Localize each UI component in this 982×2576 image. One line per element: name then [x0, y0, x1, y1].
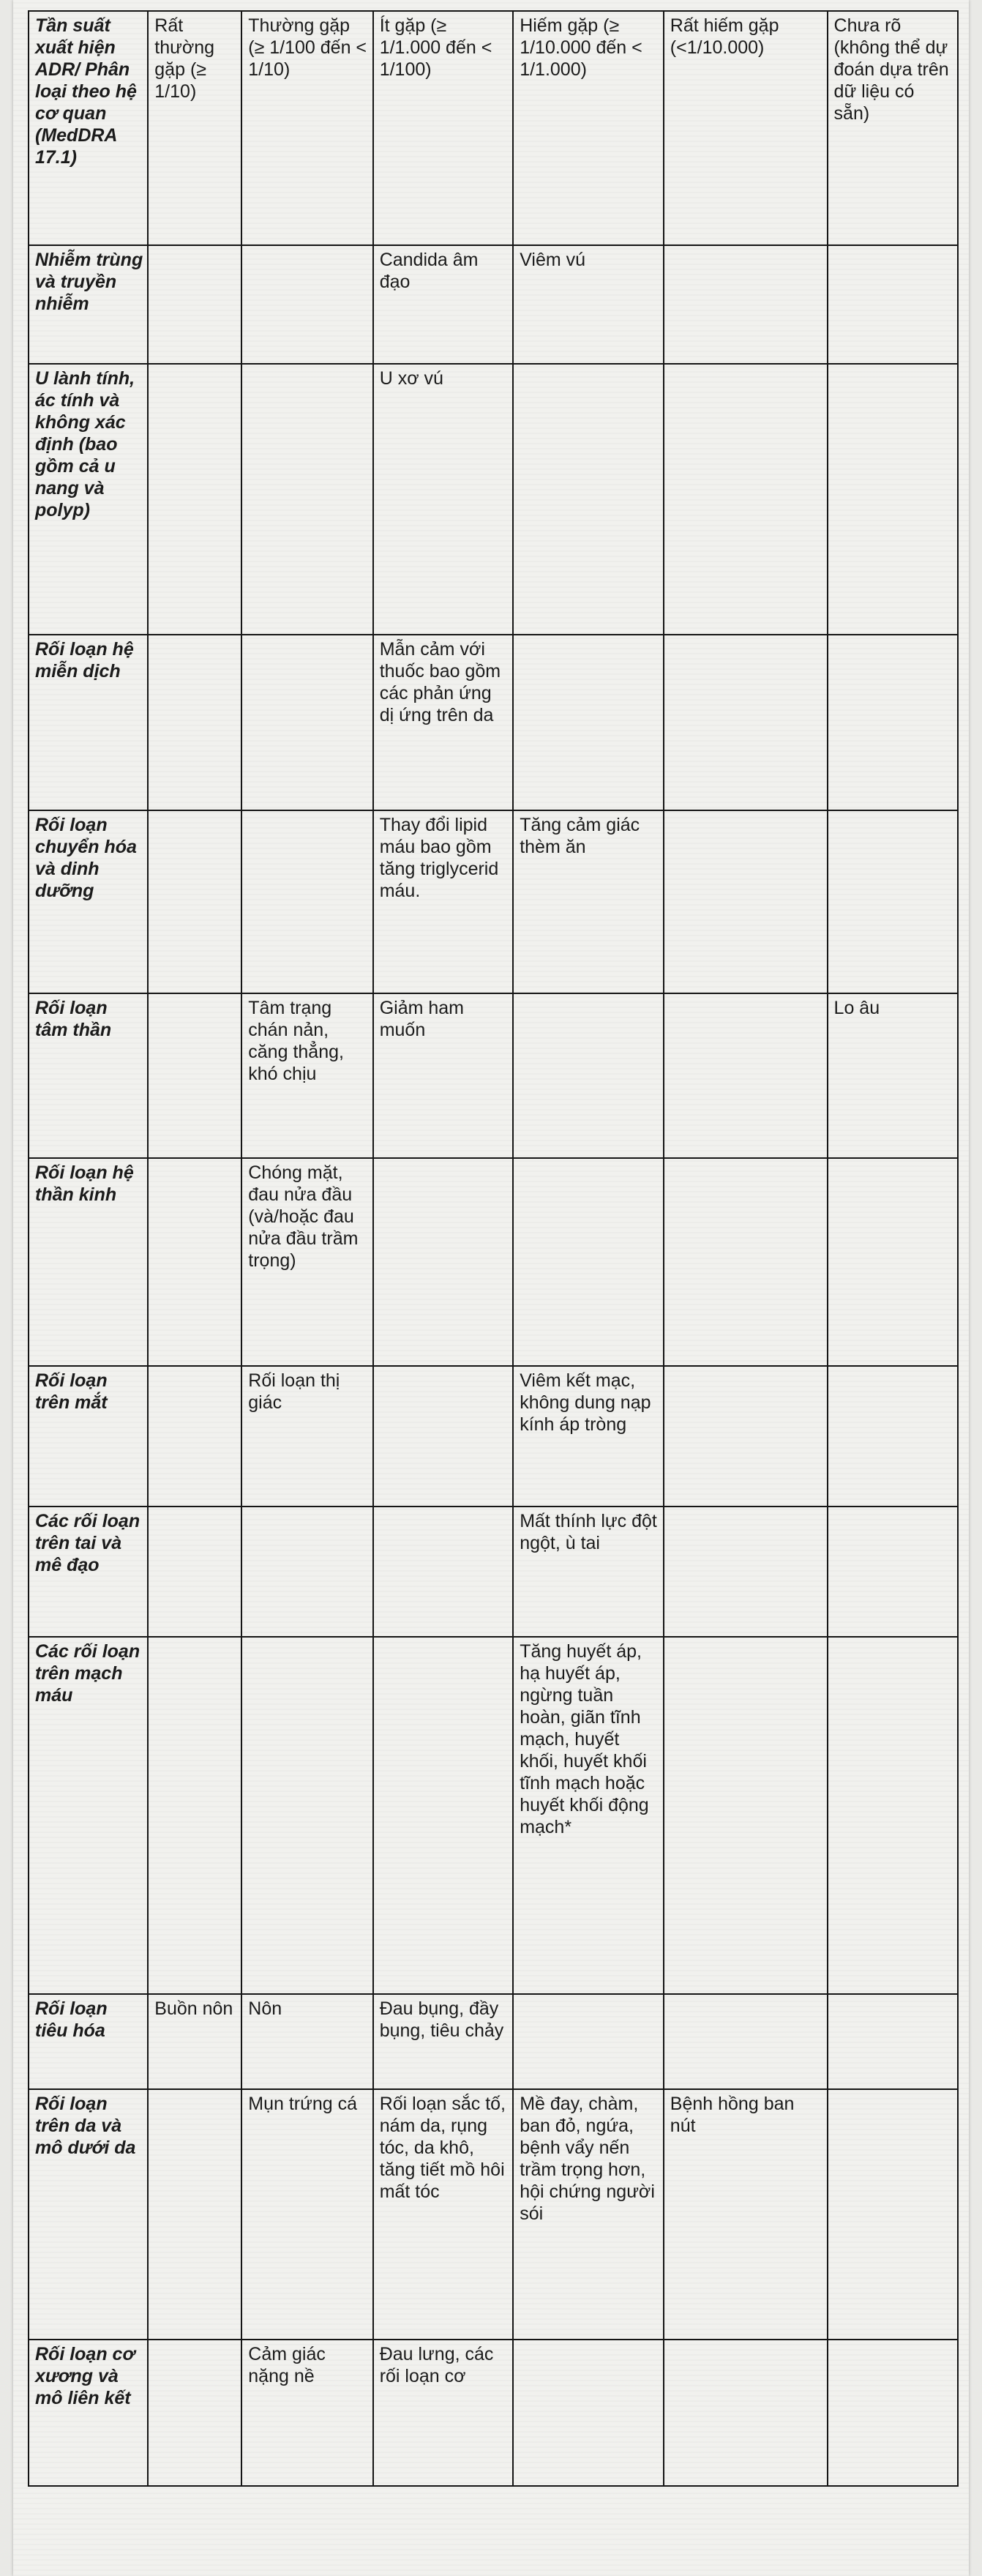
table-cell [148, 364, 241, 635]
table-cell [828, 245, 958, 364]
table-cell [148, 810, 241, 993]
table-cell [828, 2089, 958, 2340]
table-cell [664, 364, 828, 635]
table-cell [148, 635, 241, 810]
table-cell [828, 1994, 958, 2089]
soc-cell: Các rối loạn trên tai và mê đạo [29, 1507, 148, 1637]
table-cell [828, 2340, 958, 2486]
table-cell [241, 1507, 372, 1637]
table-row [29, 1994, 958, 2089]
header-unknown: Chưa rõ (không thể dự đoán dựa trên dữ liệu có sẵn) [828, 11, 958, 245]
table-cell: Đau bụng, đầy bụng, tiêu chảy [373, 1994, 514, 2089]
soc-cell: Các rối loạn trên mạch máu [29, 1637, 148, 1994]
table-cell [664, 1637, 828, 1994]
table-cell [148, 245, 241, 364]
soc-cell: Rối loạn hệ miễn dịch [29, 635, 148, 810]
table-cell: Cảm giác nặng nề [241, 2340, 372, 2486]
table-cell [664, 245, 828, 364]
header-very-rare: Rất hiếm gặp (<1/10.000) [664, 11, 828, 245]
table-row [29, 245, 958, 364]
soc-cell: Rối loạn trên mắt [29, 1366, 148, 1507]
header-common: Thường gặp (≥ 1/100 đến < 1/10) [241, 11, 372, 245]
table-row [29, 1158, 958, 1366]
table-cell [828, 1507, 958, 1637]
table-cell [373, 1366, 514, 1507]
header-very-common: Rất thường gặp (≥ 1/10) [148, 11, 241, 245]
table-cell: Candida âm đạo [373, 245, 514, 364]
table-cell: Mụn trứng cá [241, 2089, 372, 2340]
table-cell [513, 364, 664, 635]
table-cell: Tăng huyết áp, hạ huyết áp, ngừng tuần hoàn, giãn tĩnh mạch, huyết khối, huyết khối tĩnh mạch hoặc huyết khối động mạch* [513, 1637, 664, 1994]
table-cell: Bệnh hồng ban nút [664, 2089, 828, 2340]
table-cell: Tăng cảm giác thèm ăn [513, 810, 664, 993]
table-cell [148, 2089, 241, 2340]
table-cell: Đau lưng, các rối loạn cơ [373, 2340, 514, 2486]
table-cell: Chóng mặt, đau nửa đầu (và/hoặc đau nửa đầu trầm trọng) [241, 1158, 372, 1366]
table-cell [373, 1637, 514, 1994]
table-cell: U xơ vú [373, 364, 514, 635]
soc-cell: Rối loạn tâm thần [29, 993, 148, 1158]
header-soc-label: Tần suất xuất hiện ADR/ Phân loại theo hệ cơ quan (MedDRA 17.1) [29, 11, 148, 245]
table-cell [664, 993, 828, 1158]
table-cell: Viêm vú [513, 245, 664, 364]
table-cell: Mất thính lực đột ngột, ù tai [513, 1507, 664, 1637]
table-row [29, 993, 958, 1158]
table-cell [373, 1158, 514, 1366]
table-cell [664, 635, 828, 810]
table-row [29, 1507, 958, 1637]
table-cell [828, 1366, 958, 1507]
table-cell [241, 635, 372, 810]
table-cell: Tâm trạng chán nản, căng thẳng, khó chịu [241, 993, 372, 1158]
table-cell [148, 993, 241, 1158]
table-header-row [29, 11, 958, 245]
table-cell [148, 1507, 241, 1637]
table-cell [828, 1637, 958, 1994]
table-row [29, 2089, 958, 2340]
table-row [29, 635, 958, 810]
header-uncommon: Ít gặp (≥ 1/1.000 đến < 1/100) [373, 11, 514, 245]
table-row [29, 810, 958, 993]
table-cell: Lo âu [828, 993, 958, 1158]
table-row [29, 1637, 958, 1994]
table-cell [828, 1158, 958, 1366]
table-cell [664, 810, 828, 993]
table-cell [148, 1158, 241, 1366]
table-cell: Mẫn cảm với thuốc bao gồm các phản ứng dị ứng trên da [373, 635, 514, 810]
soc-cell: U lành tính, ác tính và không xác định (bao gồm cả u nang và polyp) [29, 364, 148, 635]
table-cell [664, 1507, 828, 1637]
table-cell: Rối loạn thị giác [241, 1366, 372, 1507]
table-cell [828, 364, 958, 635]
table-row [29, 1366, 958, 1507]
table-cell [664, 2340, 828, 2486]
table-cell [828, 635, 958, 810]
table-row [29, 364, 958, 635]
table-cell: Thay đổi lipid máu bao gồm tăng triglycerid máu. [373, 810, 514, 993]
soc-cell: Rối loạn hệ thần kinh [29, 1158, 148, 1366]
table-cell: Giảm ham muốn [373, 993, 514, 1158]
table-cell [513, 2340, 664, 2486]
table-cell [148, 1366, 241, 1507]
table-cell: Rối loạn sắc tố, nám da, rụng tóc, da khô, tăng tiết mồ hôi mất tóc [373, 2089, 514, 2340]
table-cell [148, 2340, 241, 2486]
table-cell [241, 364, 372, 635]
table-cell [241, 245, 372, 364]
table-cell [664, 1366, 828, 1507]
table-cell: Mề đay, chàm, ban đỏ, ngứa, bệnh vẩy nến trầm trọng hơn, hội chứng người sói [513, 2089, 664, 2340]
table-cell [513, 635, 664, 810]
table-cell [664, 1158, 828, 1366]
table-cell [513, 1158, 664, 1366]
header-rare: Hiếm gặp (≥ 1/10.000 đến < 1/1.000) [513, 11, 664, 245]
table-cell [513, 1994, 664, 2089]
document-page [13, 0, 969, 2576]
table-row [29, 2340, 958, 2486]
table-cell [241, 1637, 372, 1994]
table-cell [148, 1637, 241, 1994]
table-cell [828, 810, 958, 993]
table-cell [664, 1994, 828, 2089]
adverse-reactions-table [28, 10, 959, 2487]
soc-cell: Rối loạn cơ xương và mô liên kết [29, 2340, 148, 2486]
soc-cell: Nhiễm trùng và truyền nhiễm [29, 245, 148, 364]
table-cell: Buồn nôn [148, 1994, 241, 2089]
table-cell: Nôn [241, 1994, 372, 2089]
table-cell [241, 810, 372, 993]
table-cell [513, 993, 664, 1158]
soc-cell: Rối loạn tiêu hóa [29, 1994, 148, 2089]
table-cell: Viêm kết mạc, không dung nạp kính áp tròng [513, 1366, 664, 1507]
table-cell [373, 1507, 514, 1637]
soc-cell: Rối loạn trên da và mô dưới da [29, 2089, 148, 2340]
soc-cell: Rối loạn chuyển hóa và dinh dưỡng [29, 810, 148, 993]
